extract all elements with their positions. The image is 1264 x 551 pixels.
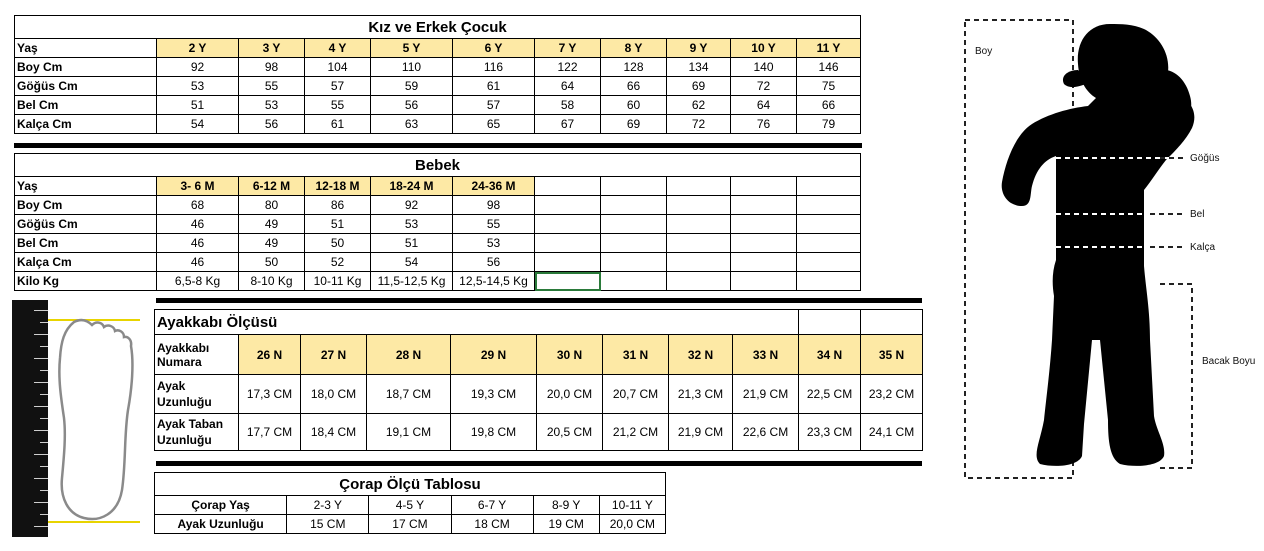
kids-age-cell: 6 Y (453, 39, 535, 58)
empty-cell[interactable] (601, 272, 667, 291)
label-gogus: Göğüs (1190, 153, 1220, 164)
section-divider (156, 298, 922, 303)
table-cell: 69 (667, 77, 731, 96)
table-cell: 19,8 CM (451, 414, 537, 451)
table-cell: 69 (601, 115, 667, 134)
table-cell: 17 CM (369, 515, 451, 534)
table-cell: 50 (239, 253, 305, 272)
baby-table-title: Bebek (15, 154, 861, 177)
table-cell: 128 (601, 58, 667, 77)
empty-cell[interactable] (797, 177, 861, 196)
row-label: Kalça Cm (15, 253, 157, 272)
baby-age-label: Yaş (15, 177, 157, 196)
empty-cell[interactable] (799, 310, 861, 335)
table-cell: 46 (157, 215, 239, 234)
table-cell: 58 (535, 96, 601, 115)
table-cell: 49 (239, 215, 305, 234)
table-cell: 60 (601, 96, 667, 115)
foot-outline-icon (52, 318, 142, 524)
table-cell: 65 (453, 115, 535, 134)
table-cell: 67 (535, 115, 601, 134)
kids-size-table (14, 15, 861, 134)
table-cell: 18,4 CM (301, 414, 367, 451)
kids-table-title: Kız ve Erkek Çocuk (15, 16, 861, 39)
table-cell: 51 (371, 234, 453, 253)
sock-age-label: Çorap Yaş (155, 496, 287, 515)
sole-length-label: Ayak Taban Uzunluğu (155, 414, 239, 451)
empty-cell[interactable] (731, 177, 797, 196)
table-cell: 66 (797, 96, 861, 115)
shoe-sole-row (155, 414, 923, 451)
table-cell: 64 (535, 77, 601, 96)
table-cell: 18,7 CM (367, 375, 451, 414)
table-cell: 110 (371, 58, 453, 77)
measuring-ruler (12, 300, 48, 537)
empty-cell[interactable] (797, 253, 861, 272)
empty-cell[interactable] (667, 177, 731, 196)
label-boy: Boy (975, 46, 993, 57)
table-cell: 50 (305, 234, 371, 253)
kids-age-label: Yaş (15, 39, 157, 58)
label-kalca: Kalça (1190, 242, 1216, 253)
kids-row-bel (15, 96, 861, 115)
shoe-size-cell: 27 N (301, 335, 367, 375)
table-cell: 122 (535, 58, 601, 77)
baby-size-table (14, 153, 861, 291)
row-label: Göğüs Cm (15, 215, 157, 234)
baby-row-gogus (15, 215, 861, 234)
table-cell: 18 CM (451, 515, 533, 534)
kids-age-cell: 11 Y (797, 39, 861, 58)
table-cell: 57 (305, 77, 371, 96)
table-cell: 20,0 CM (537, 375, 603, 414)
empty-cell[interactable] (601, 253, 667, 272)
kids-age-cell: 7 Y (535, 39, 601, 58)
table-cell: 53 (239, 96, 305, 115)
kids-row-gogus (15, 77, 861, 96)
table-cell: 52 (305, 253, 371, 272)
shoe-size-row (155, 335, 923, 375)
empty-cell[interactable] (731, 215, 797, 234)
empty-cell[interactable] (667, 196, 731, 215)
empty-cell[interactable] (601, 234, 667, 253)
selected-cell[interactable] (535, 272, 601, 291)
baby-age-cell: 24-36 M (453, 177, 535, 196)
table-cell: 55 (305, 96, 371, 115)
table-cell: 4-5 Y (369, 496, 451, 515)
kids-age-cell: 5 Y (371, 39, 453, 58)
table-cell: 11,5-12,5 Kg (371, 272, 453, 291)
table-cell: 56 (371, 96, 453, 115)
table-cell: 46 (157, 253, 239, 272)
kids-age-cell: 4 Y (305, 39, 371, 58)
table-cell: 62 (667, 96, 731, 115)
row-label: Kalça Cm (15, 115, 157, 134)
kids-age-cell: 3 Y (239, 39, 305, 58)
table-cell: 2-3 Y (287, 496, 369, 515)
row-label: Kilo Kg (15, 272, 157, 291)
table-cell: 66 (601, 77, 667, 96)
empty-cell[interactable] (601, 215, 667, 234)
empty-cell[interactable] (731, 234, 797, 253)
table-cell: 80 (239, 196, 305, 215)
foot-length-label: Ayak Uzunluğu (155, 375, 239, 414)
table-cell: 59 (371, 77, 453, 96)
table-cell: 54 (157, 115, 239, 134)
label-bel: Bel (1190, 209, 1205, 220)
empty-cell[interactable] (535, 177, 601, 196)
table-cell: 61 (305, 115, 371, 134)
table-cell: 21,9 CM (669, 414, 733, 451)
empty-cell[interactable] (667, 215, 731, 234)
table-cell: 8-9 Y (533, 496, 599, 515)
table-cell: 20,0 CM (599, 515, 665, 534)
table-cell: 12,5-14,5 Kg (453, 272, 535, 291)
empty-cell[interactable] (601, 196, 667, 215)
empty-cell[interactable] (667, 253, 731, 272)
sock-foot-label: Ayak Uzunluğu (155, 515, 287, 534)
table-cell: 17,3 CM (239, 375, 301, 414)
table-cell: 23,2 CM (861, 375, 923, 414)
empty-cell[interactable] (667, 234, 731, 253)
table-cell: 6-7 Y (451, 496, 533, 515)
row-label: Bel Cm (15, 234, 157, 253)
table-cell: 55 (453, 215, 535, 234)
shoe-size-cell: 35 N (861, 335, 923, 375)
kids-age-cell: 2 Y (157, 39, 239, 58)
section-divider (14, 143, 862, 148)
baby-age-cell: 18-24 M (371, 177, 453, 196)
table-cell: 8-10 Kg (239, 272, 305, 291)
kids-header-row (15, 39, 861, 58)
kids-age-cell: 10 Y (731, 39, 797, 58)
table-cell: 19,1 CM (367, 414, 451, 451)
table-cell: 53 (157, 77, 239, 96)
table-cell: 61 (453, 77, 535, 96)
baby-age-cell: 12-18 M (305, 177, 371, 196)
table-cell: 64 (731, 96, 797, 115)
kids-row-boy (15, 58, 861, 77)
table-cell: 21,2 CM (603, 414, 669, 451)
empty-cell[interactable] (535, 196, 601, 215)
shoe-size-cell: 31 N (603, 335, 669, 375)
table-cell: 86 (305, 196, 371, 215)
table-cell: 22,5 CM (799, 375, 861, 414)
empty-cell[interactable] (535, 253, 601, 272)
row-label: Göğüs Cm (15, 77, 157, 96)
table-cell: 20,5 CM (537, 414, 603, 451)
table-cell: 56 (239, 115, 305, 134)
table-cell: 10-11 Kg (305, 272, 371, 291)
table-cell: 53 (453, 234, 535, 253)
empty-cell[interactable] (797, 196, 861, 215)
table-cell: 17,7 CM (239, 414, 301, 451)
shoe-size-cell: 30 N (537, 335, 603, 375)
empty-cell[interactable] (667, 272, 731, 291)
table-cell: 63 (371, 115, 453, 134)
shoe-size-table (154, 309, 923, 451)
label-bacak-boyu: Bacak Boyu (1202, 356, 1256, 367)
shoe-size-cell: 34 N (799, 335, 861, 375)
table-cell: 92 (157, 58, 239, 77)
baby-row-kilo (15, 272, 861, 291)
table-cell: 146 (797, 58, 861, 77)
baby-row-kalca (15, 253, 861, 272)
sock-age-row (155, 496, 666, 515)
empty-cell[interactable] (731, 272, 797, 291)
table-cell: 98 (453, 196, 535, 215)
table-cell: 10-11 Y (599, 496, 665, 515)
table-cell: 6,5-8 Kg (157, 272, 239, 291)
table-cell: 18,0 CM (301, 375, 367, 414)
table-cell: 54 (371, 253, 453, 272)
empty-cell[interactable] (601, 177, 667, 196)
table-cell: 24,1 CM (861, 414, 923, 451)
shoe-size-cell: 32 N (669, 335, 733, 375)
table-cell: 21,3 CM (669, 375, 733, 414)
row-label: Boy Cm (15, 196, 157, 215)
shoe-foot-row (155, 375, 923, 414)
baby-header-row (15, 177, 861, 196)
table-cell: 68 (157, 196, 239, 215)
empty-cell[interactable] (535, 215, 601, 234)
table-cell: 51 (305, 215, 371, 234)
shoe-size-label: Ayakkabı Numara (155, 335, 239, 375)
table-cell: 116 (453, 58, 535, 77)
empty-cell[interactable] (861, 310, 923, 335)
baby-age-cell: 3- 6 M (157, 177, 239, 196)
table-cell: 51 (157, 96, 239, 115)
table-cell: 79 (797, 115, 861, 134)
empty-cell[interactable] (797, 215, 861, 234)
table-cell: 140 (731, 58, 797, 77)
table-cell: 72 (667, 115, 731, 134)
empty-cell[interactable] (535, 234, 601, 253)
table-cell: 21,9 CM (733, 375, 799, 414)
table-cell: 75 (797, 77, 861, 96)
kids-row-kalca (15, 115, 861, 134)
shoe-size-cell: 33 N (733, 335, 799, 375)
shoe-size-cell: 26 N (239, 335, 301, 375)
table-cell: 23,3 CM (799, 414, 861, 451)
sock-size-table (154, 472, 666, 534)
sock-table-title: Çorap Ölçü Tablosu (155, 473, 666, 496)
shoe-table-title: Ayakkabı Ölçüsü (155, 310, 799, 335)
section-divider (156, 461, 922, 466)
empty-cell[interactable] (797, 272, 861, 291)
kids-age-cell: 9 Y (667, 39, 731, 58)
table-cell: 55 (239, 77, 305, 96)
table-cell: 19,3 CM (451, 375, 537, 414)
table-cell: 57 (453, 96, 535, 115)
table-cell: 72 (731, 77, 797, 96)
table-cell: 98 (239, 58, 305, 77)
row-label: Bel Cm (15, 96, 157, 115)
table-cell: 76 (731, 115, 797, 134)
empty-cell[interactable] (731, 253, 797, 272)
shoe-size-cell: 29 N (451, 335, 537, 375)
table-cell: 92 (371, 196, 453, 215)
baby-age-cell: 6-12 M (239, 177, 305, 196)
row-label: Boy Cm (15, 58, 157, 77)
empty-cell[interactable] (731, 196, 797, 215)
table-cell: 104 (305, 58, 371, 77)
shoe-size-cell: 28 N (367, 335, 451, 375)
table-cell: 134 (667, 58, 731, 77)
table-cell: 56 (453, 253, 535, 272)
table-cell: 20,7 CM (603, 375, 669, 414)
table-cell: 19 CM (533, 515, 599, 534)
table-cell: 15 CM (287, 515, 369, 534)
sock-foot-row (155, 515, 666, 534)
kids-age-cell: 8 Y (601, 39, 667, 58)
baby-row-boy (15, 196, 861, 215)
empty-cell[interactable] (797, 234, 861, 253)
table-cell: 22,6 CM (733, 414, 799, 451)
table-cell: 53 (371, 215, 453, 234)
baby-row-bel (15, 234, 861, 253)
table-cell: 49 (239, 234, 305, 253)
table-cell: 46 (157, 234, 239, 253)
